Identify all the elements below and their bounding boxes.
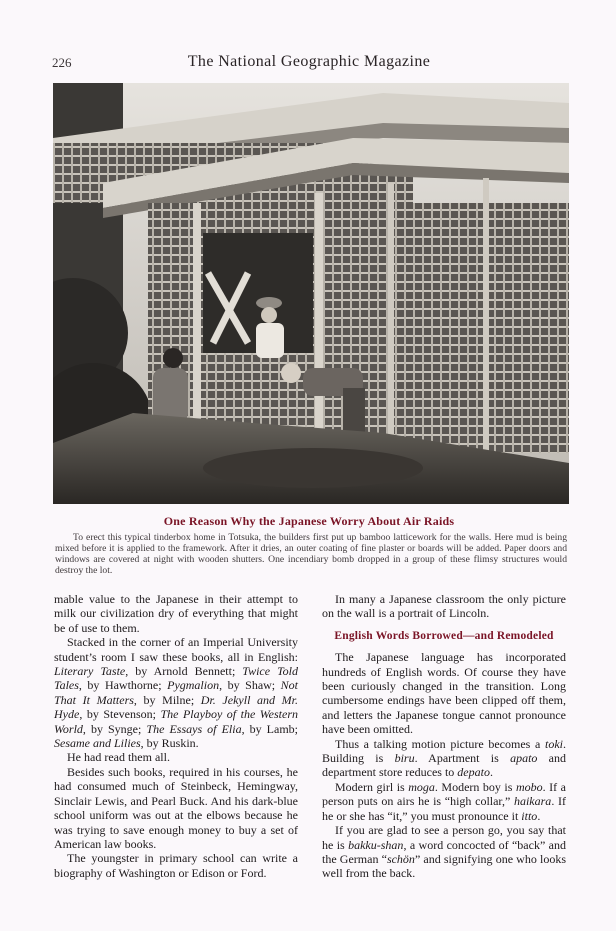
paragraph: He had read them all. [67, 750, 170, 765]
section-heading: English Words Borrowed—and Remodeled [334, 629, 554, 642]
paragraph: The Japanese language has incorporated hundreds of English words. Of course they have been curiously changed in the transition. Long cumbersome endings have been clipped off them, and letters the Japanese tongue cannot pronounce have been omitted. [322, 650, 566, 737]
loanword: itto [521, 808, 538, 823]
caption-title: One Reason Why the Japanese Worry About Air Raids [163, 514, 455, 528]
paragraph-loanwords: If you are glad to see a person go, you say that he is bakku-shan, a word concocted of “back” and the German “schön” and signifying one who looks well from the back. [322, 823, 566, 881]
book-title: Literary Taste [54, 664, 126, 679]
caption-text: To erect this typical tinderbox home in Totsuka, the builders first put up bamboo latticework for the walls. Here mud is being mixed before it is applied to the framework. After it dries, an outer coating of fine plaster or boards will be added. Paper doors and windows are covered at night with wooden shutters. One incendiary bomb dropped in a group of these flimsy structures would destroy the lot. [55, 532, 567, 576]
book-title: Not That It Matters [54, 678, 298, 707]
paragraph-loanwords: Thus a talking motion picture becomes a toki. Building is biru. Apartment is apato and department store reduces to depato. [322, 736, 567, 780]
paragraph-loanwords: Modern girl is moga. Modern boy is mobo. If a person puts on airs he is “high collar,” haikara. If he or she has “it,” you must pronounce it itto. [322, 779, 566, 823]
book-title: Sesame and Lilies [54, 736, 141, 751]
book-title: Twice Told Tales [54, 664, 298, 693]
loanword: moga [408, 779, 435, 794]
loanword: bakku-shan [348, 837, 404, 852]
loanword: biru [394, 751, 415, 766]
paragraph: In many a Japanese classroom the only picture on the wall is a portrait of Lincoln. [322, 592, 566, 621]
book-title: Dr. Jekyll and Mr. Hyde [54, 692, 298, 722]
book-title: Pygmalion [167, 678, 220, 693]
article-column-right [322, 592, 566, 881]
loanword: toki [545, 736, 563, 751]
book-title: The Essays of Elia [146, 721, 242, 736]
paragraph: Besides such books, required in his courses, he had consumed much of Steinbeck, Hemingway, Sinclair Lewis, and Pearl Buck. And his dark-blue school uniform was out at the elbows because he was trying to save enough money to buy a set of American law books. [54, 764, 298, 851]
loanword: haikara [513, 794, 552, 809]
loanword: depato [457, 765, 490, 780]
loanword: schön [386, 851, 415, 866]
page-number: 226 [52, 55, 72, 70]
loanword: apato [510, 751, 538, 766]
photo-construction-lattice-house [53, 83, 569, 504]
paragraph: The youngster in primary school can write a biography of Washington or Edison or Ford. [54, 851, 298, 880]
book-title: The Playboy of the Western World [54, 707, 298, 736]
paragraph-books: Stacked in the corner of an Imperial University student’s room I saw these books, all in English: Literary Taste, by Arnold Bennett; Twice Told Tales, by Hawthorne; Pygmalion, by Shaw; Not That It Matters, by Milne; Dr. Jekyll and Mr. Hyde, by Stevenson; The Playboy of the Western World, by Synge; The Essays of Elia, by Lamb; Sesame and Lilies, by Ruskin. [54, 635, 298, 751]
magazine-title: The National Geographic Magazine [187, 53, 431, 70]
loanword: mobo [515, 779, 543, 794]
article-column-left [54, 592, 298, 880]
paragraph: mable value to the Japanese in their attempt to milk our civilization dry of everything that might be of use to them. [54, 592, 298, 635]
page-header [52, 55, 566, 73]
